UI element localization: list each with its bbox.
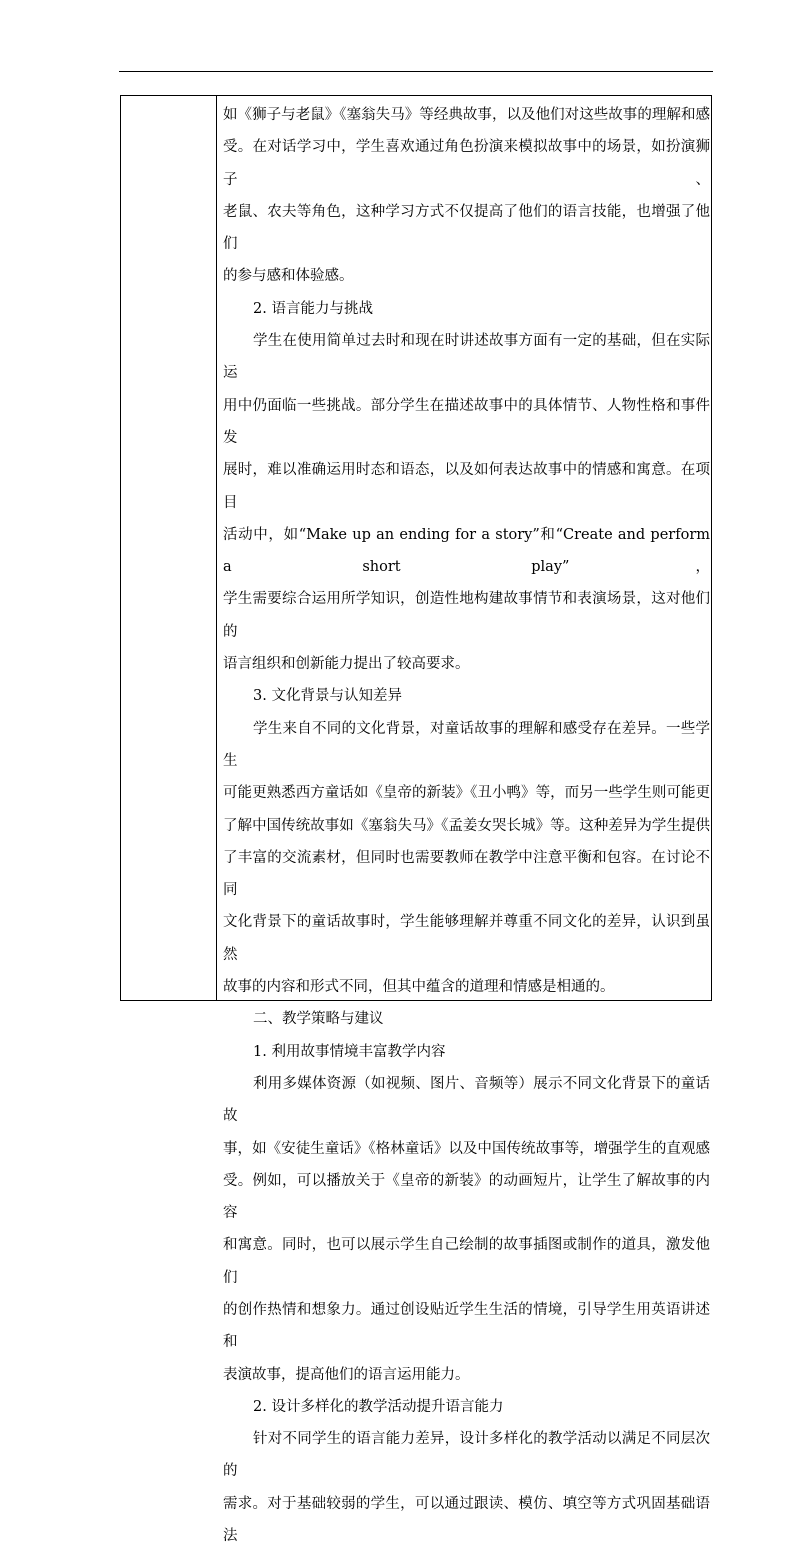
paragraph-line: 的创作热情和想象力。通过创设贴近学生生活的情境，引导学生用英语讲述和 (223, 1301, 710, 1351)
paragraph-line: 事，如《安徒生童话》《格林童话》以及中国传统故事等，增强学生的直观感 (223, 1140, 710, 1157)
paragraph-line: 利用多媒体资源（如视频、图片、音频等）展示不同文化背景下的童话故 (223, 1075, 710, 1125)
paragraph-line: 学生在使用简单过去时和现在时讲述故事方面有一定的基础，但在实际运 (223, 333, 710, 382)
section-heading: 二、教学策略与建议 (253, 1011, 384, 1028)
paragraph-line: 展时，难以准确运用时态和语态，以及如何表达故事中的情感和寓意。在项目 (223, 462, 710, 511)
section-heading: 3. 文化背景与认知差异 (253, 688, 402, 705)
table-left-column (121, 96, 217, 1000)
paragraph-line: 可能更熟悉西方童话如《皇帝的新装》《丑小鸭》等，而另一些学生则可能更 (223, 785, 710, 802)
paragraph-line: 了丰富的交流素材，但同时也需要教师在教学中注意平衡和包容。在讨论不同 (223, 849, 710, 899)
paragraph-line: 了解中国传统故事如《塞翁失马》《孟姜女哭长城》等。这种差异为学生提供 (223, 817, 710, 834)
paragraph-line: 受。例如，可以播放关于《皇帝的新装》的动画短片，让学生了解故事的内容 (223, 1172, 710, 1222)
paragraph-line: 表演故事，提高他们的语言运用能力。 (223, 1366, 470, 1383)
paragraph-line: 需求。对于基础较弱的学生，可以通过跟读、模仿、填空等方式巩固基础语法 (223, 1495, 710, 1545)
paragraph-line: 受。在对话学习中，学生喜欢通过角色扮演来模拟故事中的场景，如扮演狮子、 (223, 139, 710, 188)
paragraph-line: 针对不同学生的语言能力差异，设计多样化的教学活动以满足不同层次的 (223, 1431, 710, 1480)
table-content-cell (223, 99, 710, 1552)
paragraph-line: 老鼠、农夫等角色，这种学习方式不仅提高了他们的语言技能，也增强了他们 (223, 203, 710, 253)
paragraph-line: 的参与感和体验感。 (223, 268, 354, 285)
header-rule (119, 71, 713, 72)
paragraph-line: 如《狮子与老鼠》《塞翁失马》等经典故事，以及他们对这些故事的理解和感 (223, 107, 710, 123)
paragraph-line: 文化背景下的童话故事时，学生能够理解并尊重不同文化的差异，认识到虽然 (223, 914, 710, 963)
paragraph-line: 故事的内容和形式不同，但其中蕴含的道理和情感是相通的。 (223, 979, 615, 996)
section-heading: 2. 语言能力与挑战 (253, 300, 373, 317)
paragraph-line: 和寓意。同时，也可以展示学生自己绘制的故事插图或制作的道具，激发他们 (223, 1237, 710, 1286)
paragraph-line: 活动中，如“Make up an ending for a story”和“Create and perform a short play”， (223, 526, 710, 576)
document-table (120, 95, 712, 1545)
paragraph-line: 学生来自不同的文化背景，对童话故事的理解和感受存在差异。一些学生 (223, 720, 710, 769)
paragraph-line: 语言组织和创新能力提出了较高要求。 (223, 656, 470, 673)
paragraph-line: 用中仍面临一些挑战。部分学生在描述故事中的具体情节、人物性格和事件发 (223, 397, 710, 446)
section-heading: 1. 利用故事情境丰富教学内容 (253, 1043, 446, 1060)
section-heading: 2. 设计多样化的教学活动提升语言能力 (253, 1398, 504, 1415)
paragraph-line: 学生需要综合运用所学知识，创造性地构建故事情节和表演场景，这对他们的 (223, 591, 710, 640)
